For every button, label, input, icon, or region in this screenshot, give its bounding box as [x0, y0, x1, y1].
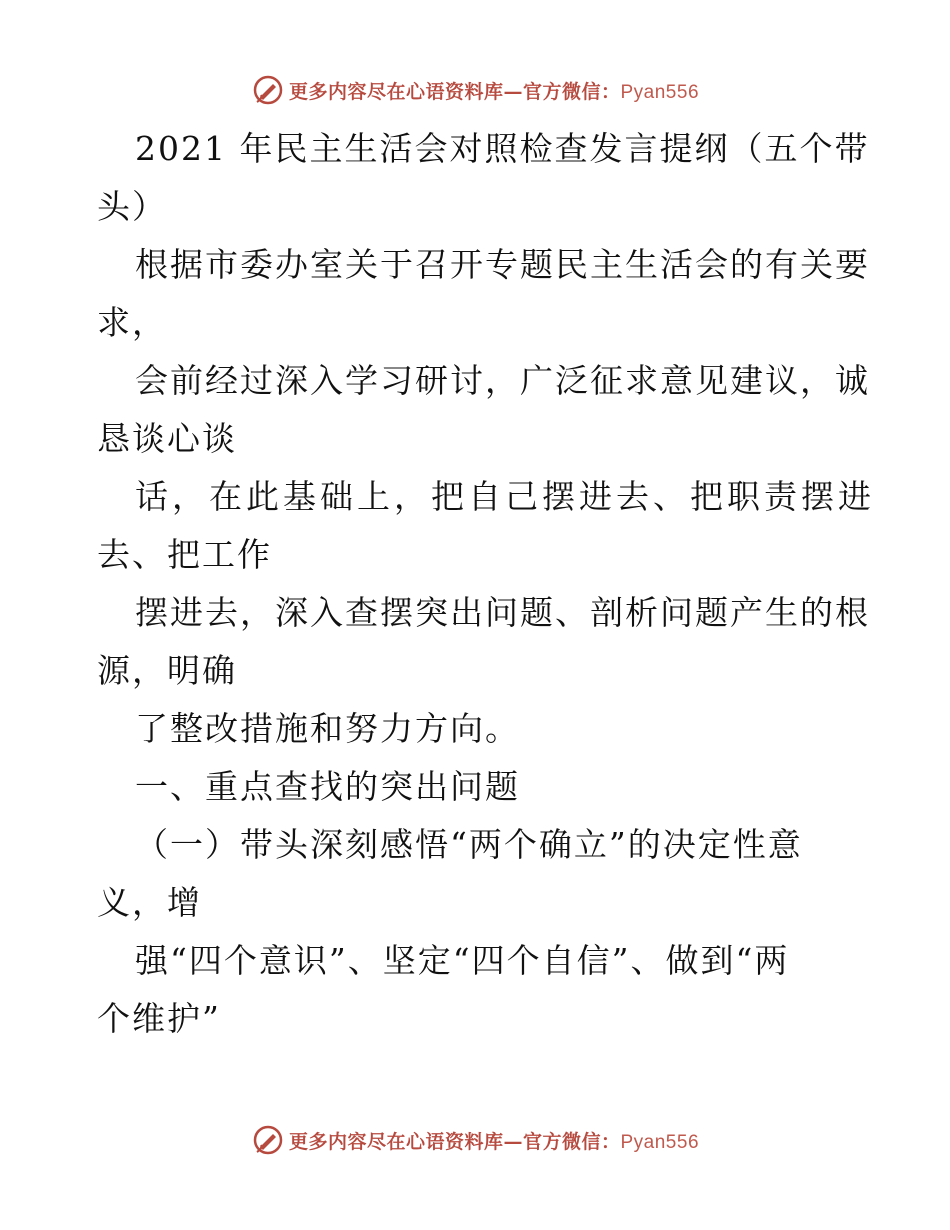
section-heading: 一、重点查找的突出问题: [135, 767, 520, 806]
pen-logo-icon: [251, 1123, 285, 1157]
paragraph-line: 源，明确: [97, 651, 237, 690]
paragraph-line: 会前经过深入学习研讨，广泛征求意见建议，诚: [135, 361, 870, 400]
subsection-heading-line: 个维护”: [97, 999, 221, 1038]
paragraph-line: 根据市委办室关于召开专题民主生活会的有关要: [135, 245, 870, 284]
watermark-wechat-id: Pyan556: [620, 1131, 700, 1153]
watermark-title: 更多内容尽在心语资料库: [288, 1130, 504, 1153]
watermark-dash: —: [503, 1130, 523, 1153]
subsection-heading-line: （一）带头深刻感悟“两个确立”的决定性意: [135, 825, 803, 864]
title-line-1: 2021 年民主生活会对照检查发言提纲（五个带: [135, 129, 870, 168]
watermark-title: 更多内容尽在心语资料库: [288, 80, 504, 103]
footer-watermark: [0, 1120, 950, 1160]
paragraph-line: 求，: [97, 303, 167, 342]
paragraph-line: 恳谈心谈: [97, 419, 237, 458]
paragraph-line: 话，在此基础上，把自己摆进去、把职责摆进: [135, 477, 875, 516]
watermark-label: 官方微信：: [522, 1130, 621, 1153]
title-line-2: 头）: [97, 187, 167, 226]
subsection-heading-line: 强“四个意识”、坚定“四个自信”、做到“两: [135, 941, 790, 980]
watermark-label: 官方微信：: [522, 80, 621, 103]
subsection-heading-line: 义，增: [97, 883, 202, 922]
watermark-wechat-id: Pyan556: [620, 81, 700, 103]
pen-logo-icon: [251, 73, 285, 107]
watermark-text: [289, 77, 699, 104]
watermark-text: [289, 1127, 699, 1154]
paragraph-line: 了整改措施和努力方向。: [135, 709, 520, 748]
paragraph-line: 摆进去，深入查摆突出问题、剖析问题产生的根: [135, 593, 870, 632]
header-watermark: [0, 70, 950, 110]
document-body: [97, 120, 875, 1048]
paragraph-line: 去、把工作: [97, 535, 272, 574]
watermark-dash: —: [503, 80, 523, 103]
